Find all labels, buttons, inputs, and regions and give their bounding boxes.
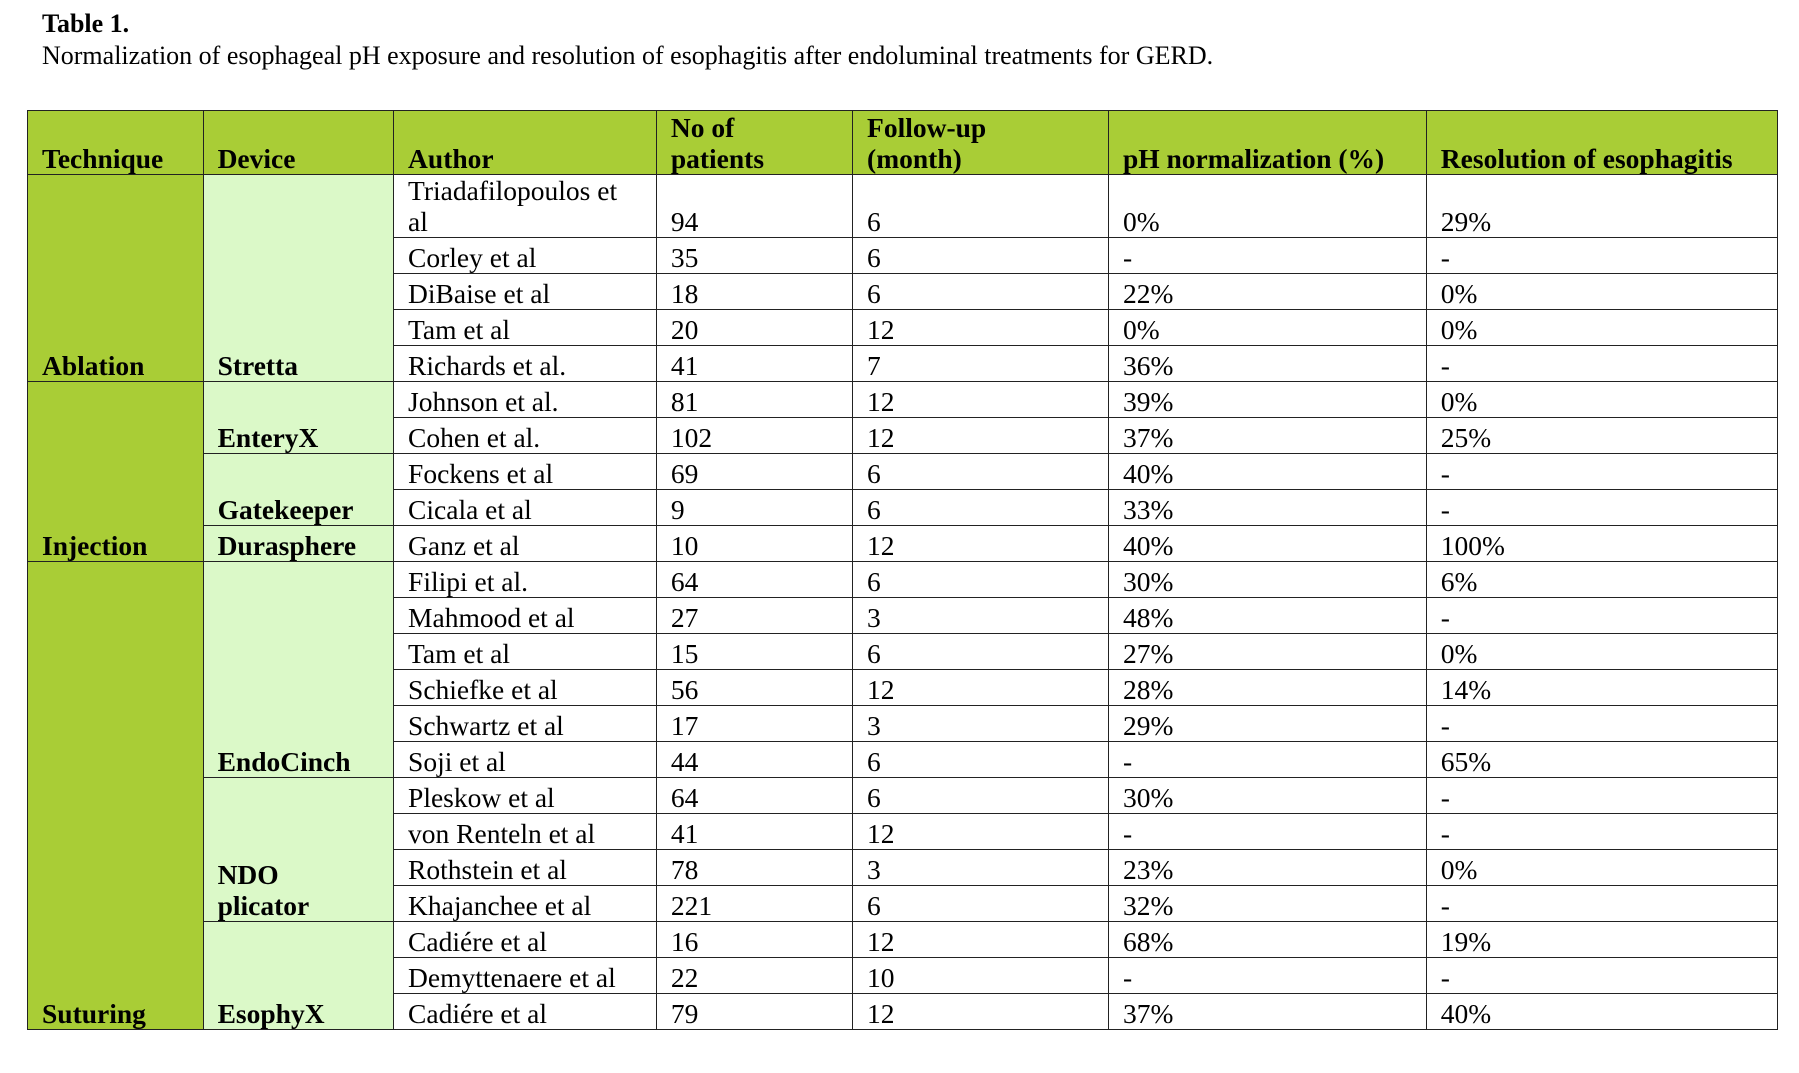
author-cell: Ganz et al xyxy=(394,526,657,562)
column-header xyxy=(1108,111,1426,175)
followup-cell: 6 xyxy=(853,778,1109,814)
column-header xyxy=(1426,111,1777,175)
table-row xyxy=(28,454,1778,490)
author-cell: DiBaise et al xyxy=(394,274,657,310)
ph-cell: - xyxy=(1108,814,1426,850)
author-cell: von Renteln et al xyxy=(394,814,657,850)
technique-cell: Injection xyxy=(28,382,204,562)
patients-cell: 81 xyxy=(656,382,852,418)
device-name: Stretta xyxy=(217,350,298,381)
table-caption xyxy=(42,8,1213,72)
resolution-cell: - xyxy=(1426,814,1777,850)
ph-cell: 0% xyxy=(1108,310,1426,346)
patients-cell: 16 xyxy=(656,922,852,958)
patients-cell: 64 xyxy=(656,562,852,598)
author-cell: Schwartz et al xyxy=(394,706,657,742)
resolution-cell: - xyxy=(1426,346,1777,382)
author-cell: Khajanchee et al xyxy=(394,886,657,922)
ph-cell: - xyxy=(1108,958,1426,994)
patients-cell: 35 xyxy=(656,238,852,274)
resolution-cell: 0% xyxy=(1426,382,1777,418)
resolution-cell: - xyxy=(1426,238,1777,274)
resolution-cell: 29% xyxy=(1426,175,1777,238)
table-row xyxy=(28,382,1778,418)
resolution-cell: 65% xyxy=(1426,742,1777,778)
patients-cell: 15 xyxy=(656,634,852,670)
ph-cell: 30% xyxy=(1108,562,1426,598)
resolution-cell: - xyxy=(1426,454,1777,490)
followup-cell: 6 xyxy=(853,742,1109,778)
resolution-cell: - xyxy=(1426,778,1777,814)
author-cell: Fockens et al xyxy=(394,454,657,490)
header-row xyxy=(28,111,1778,175)
device-cell xyxy=(203,778,393,922)
ph-cell: 30% xyxy=(1108,778,1426,814)
followup-cell: 12 xyxy=(853,382,1109,418)
column-header xyxy=(656,111,852,175)
author-cell: Schiefke et al xyxy=(394,670,657,706)
technique-cell: Suturing xyxy=(28,562,204,1030)
resolution-cell: 0% xyxy=(1426,274,1777,310)
patients-cell: 102 xyxy=(656,418,852,454)
followup-cell: 6 xyxy=(853,175,1109,238)
ph-cell: 39% xyxy=(1108,382,1426,418)
patients-cell: 22 xyxy=(656,958,852,994)
author-cell: Triadafilopoulos et al xyxy=(394,175,657,238)
device-cell xyxy=(203,526,393,562)
column-header-text: patients xyxy=(670,143,765,174)
technique-cell: Ablation xyxy=(28,175,204,382)
ph-cell: - xyxy=(1108,742,1426,778)
author-cell: Cadiére et al xyxy=(394,922,657,958)
author-cell: Cohen et al. xyxy=(394,418,657,454)
table-title: Table 1. xyxy=(42,9,130,38)
author-cell: Richards et al. xyxy=(394,346,657,382)
table-header xyxy=(28,111,1778,175)
column-header-text: Resolution of esophagitis xyxy=(1440,143,1733,174)
device-name: EsophyX xyxy=(217,998,325,1029)
author-cell: Cadiére et al xyxy=(394,994,657,1030)
resolution-cell: 19% xyxy=(1426,922,1777,958)
author-cell: Tam et al xyxy=(394,310,657,346)
followup-cell: 6 xyxy=(853,562,1109,598)
ph-cell: 68% xyxy=(1108,922,1426,958)
ph-cell: 33% xyxy=(1108,490,1426,526)
patients-cell: 41 xyxy=(656,346,852,382)
followup-cell: 6 xyxy=(853,238,1109,274)
device-cell xyxy=(203,922,393,1030)
ph-cell: 40% xyxy=(1108,454,1426,490)
author-cell: Pleskow et al xyxy=(394,778,657,814)
author-cell: Soji et al xyxy=(394,742,657,778)
author-cell: Johnson et al. xyxy=(394,382,657,418)
column-header-text: (month) xyxy=(867,143,962,174)
followup-cell: 3 xyxy=(853,850,1109,886)
device-cell xyxy=(203,175,393,382)
resolution-cell: 0% xyxy=(1426,310,1777,346)
column-header xyxy=(203,111,393,175)
author-cell: Mahmood et al xyxy=(394,598,657,634)
patients-cell: 41 xyxy=(656,814,852,850)
device-cell xyxy=(203,562,393,778)
ph-cell: 29% xyxy=(1108,706,1426,742)
patients-cell: 78 xyxy=(656,850,852,886)
followup-cell: 6 xyxy=(853,634,1109,670)
author-cell: Rothstein et al xyxy=(394,850,657,886)
device-cell xyxy=(203,454,393,526)
followup-cell: 3 xyxy=(853,706,1109,742)
resolution-cell: 40% xyxy=(1426,994,1777,1030)
device-name: EnteryX xyxy=(217,422,319,453)
table-body xyxy=(28,175,1778,1030)
ph-cell: 48% xyxy=(1108,598,1426,634)
ph-cell: 37% xyxy=(1108,418,1426,454)
table-row xyxy=(28,562,1778,598)
resolution-cell: - xyxy=(1426,490,1777,526)
author-cell: Tam et al xyxy=(394,634,657,670)
column-header-text: Device xyxy=(217,143,296,174)
ph-cell: 27% xyxy=(1108,634,1426,670)
ph-cell: - xyxy=(1108,238,1426,274)
device-name: EndoCinch xyxy=(217,746,351,777)
patients-cell: 17 xyxy=(656,706,852,742)
followup-cell: 6 xyxy=(853,490,1109,526)
resolution-cell: 25% xyxy=(1426,418,1777,454)
table-subtitle: Normalization of esophageal pH exposure and resolution of esophagitis after endoluminal treatments for GERD. xyxy=(42,41,1214,70)
ph-cell: 22% xyxy=(1108,274,1426,310)
author-cell: Filipi et al. xyxy=(394,562,657,598)
patients-cell: 18 xyxy=(656,274,852,310)
author-cell: Cicala et al xyxy=(394,490,657,526)
followup-cell: 12 xyxy=(853,814,1109,850)
resolution-cell: 0% xyxy=(1426,634,1777,670)
ph-cell: 23% xyxy=(1108,850,1426,886)
patients-cell: 69 xyxy=(656,454,852,490)
patients-cell: 9 xyxy=(656,490,852,526)
resolution-cell: - xyxy=(1426,958,1777,994)
patients-cell: 79 xyxy=(656,994,852,1030)
patients-cell: 94 xyxy=(656,175,852,238)
column-header-text: Author xyxy=(408,143,494,174)
ph-cell: 28% xyxy=(1108,670,1426,706)
followup-cell: 12 xyxy=(853,922,1109,958)
patients-cell: 44 xyxy=(656,742,852,778)
column-header-text: No of xyxy=(670,112,735,143)
followup-cell: 6 xyxy=(853,454,1109,490)
followup-cell: 7 xyxy=(853,346,1109,382)
ph-cell: 0% xyxy=(1108,175,1426,238)
ph-cell: 40% xyxy=(1108,526,1426,562)
column-header-text: pH normalization (%) xyxy=(1122,143,1385,174)
resolution-cell: 100% xyxy=(1426,526,1777,562)
device-name: Gatekeeper xyxy=(217,494,354,525)
table-row xyxy=(28,175,1778,238)
resolution-cell: 6% xyxy=(1426,562,1777,598)
resolution-cell: - xyxy=(1426,886,1777,922)
patients-cell: 27 xyxy=(656,598,852,634)
patients-cell: 20 xyxy=(656,310,852,346)
device-cell xyxy=(203,382,393,454)
followup-cell: 3 xyxy=(853,598,1109,634)
table-row xyxy=(28,922,1778,958)
author-cell: Corley et al xyxy=(394,238,657,274)
followup-cell: 10 xyxy=(853,958,1109,994)
column-header xyxy=(28,111,204,175)
resolution-cell: 0% xyxy=(1426,850,1777,886)
ph-cell: 37% xyxy=(1108,994,1426,1030)
ph-cell: 36% xyxy=(1108,346,1426,382)
followup-cell: 12 xyxy=(853,994,1109,1030)
device-name: Durasphere xyxy=(217,530,357,561)
column-header-text: Follow-up xyxy=(867,112,987,143)
followup-cell: 12 xyxy=(853,418,1109,454)
resolution-cell: 14% xyxy=(1426,670,1777,706)
table-row xyxy=(28,778,1778,814)
followup-cell: 12 xyxy=(853,670,1109,706)
followup-cell: 6 xyxy=(853,274,1109,310)
author-cell: Demyttenaere et al xyxy=(394,958,657,994)
followup-cell: 12 xyxy=(853,310,1109,346)
results-table xyxy=(27,110,1778,1030)
patients-cell: 64 xyxy=(656,778,852,814)
column-header xyxy=(853,111,1109,175)
resolution-cell: - xyxy=(1426,598,1777,634)
table-row xyxy=(28,526,1778,562)
patients-cell: 10 xyxy=(656,526,852,562)
device-name: NDO xyxy=(217,859,279,890)
device-name: plicator xyxy=(217,890,310,921)
resolution-cell: - xyxy=(1426,706,1777,742)
followup-cell: 12 xyxy=(853,526,1109,562)
column-header-text: Technique xyxy=(42,143,164,174)
column-header xyxy=(394,111,657,175)
ph-cell: 32% xyxy=(1108,886,1426,922)
patients-cell: 56 xyxy=(656,670,852,706)
followup-cell: 6 xyxy=(853,886,1109,922)
patients-cell: 221 xyxy=(656,886,852,922)
